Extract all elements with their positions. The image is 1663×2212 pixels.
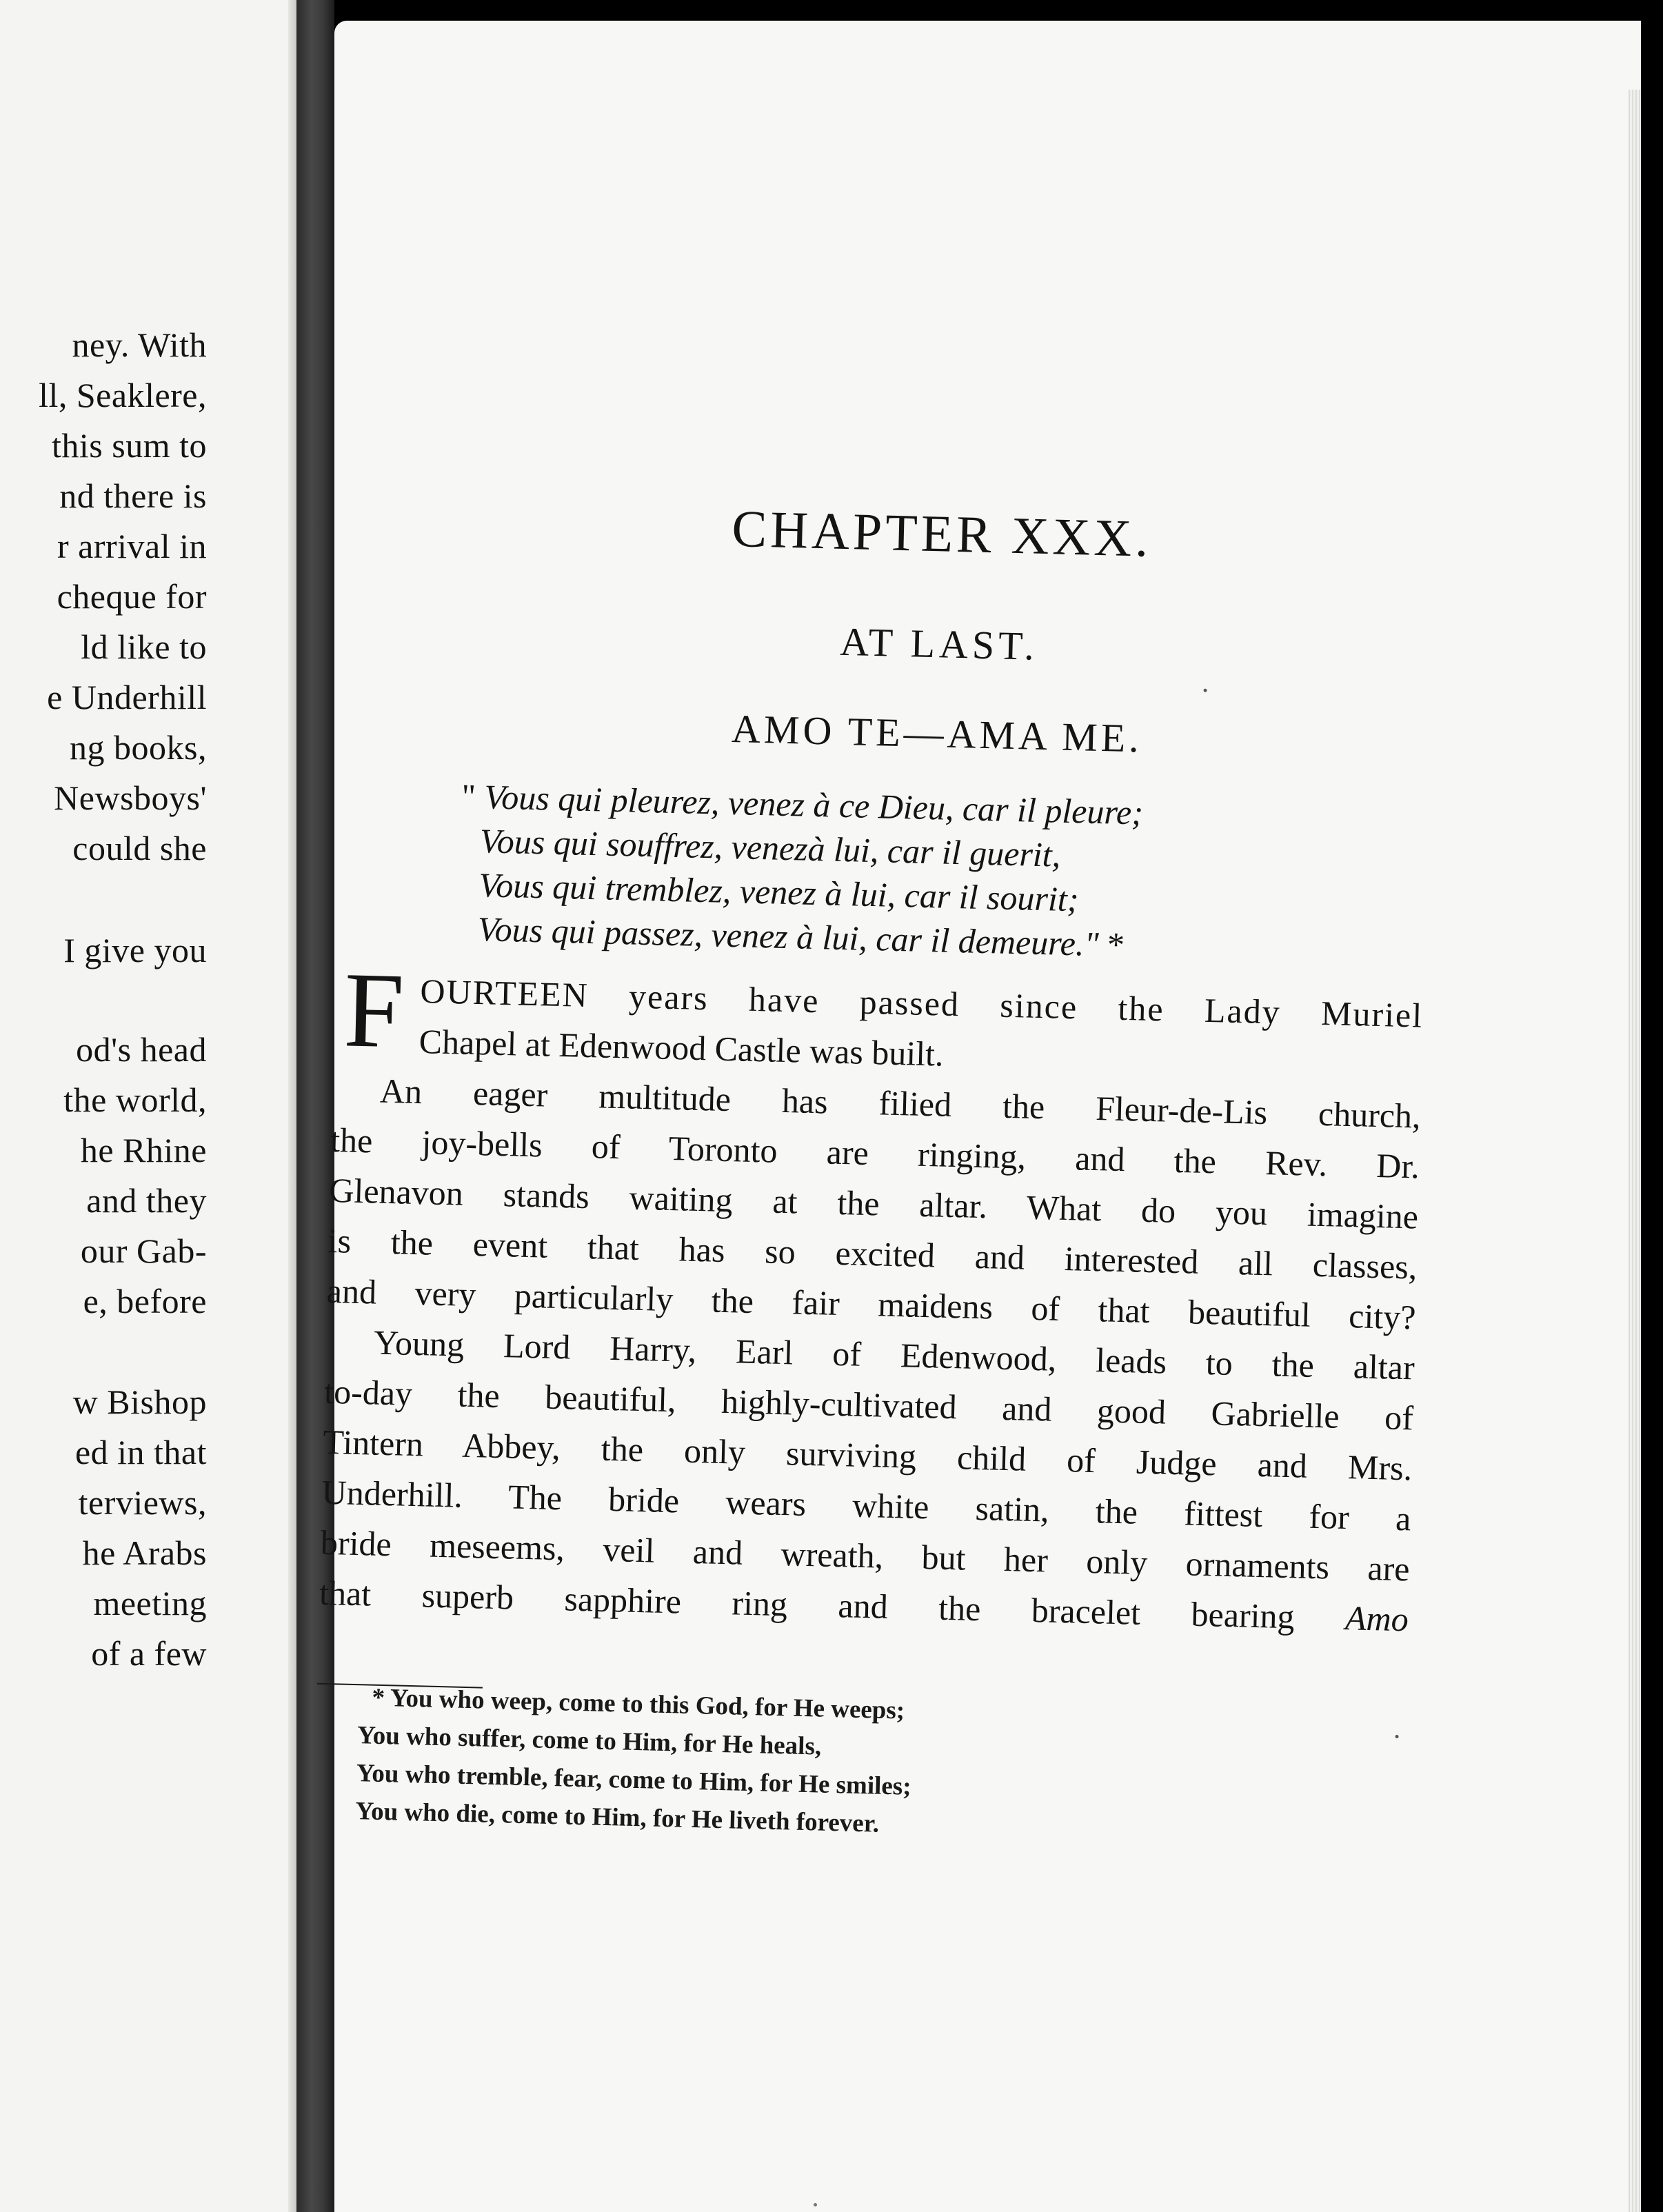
footnote-line: You who die, come to Him, for He liveth forever.: [355, 1797, 880, 1838]
scan-speck: [814, 2203, 817, 2206]
epigraph-line: Vous qui souffrez, venezà lui, car il guerit,: [479, 821, 1061, 874]
body-line: Underhill. The bride wears white satin, the fittest for a: [321, 1472, 1412, 1538]
left-page-line: terviews,: [78, 1483, 207, 1522]
left-page-line: and they: [86, 1181, 207, 1220]
left-page-line: I give you: [63, 931, 207, 969]
left-page-line: ld like to: [81, 627, 207, 666]
footnote-line: You who suffer, come to Him, for He heals,: [356, 1721, 822, 1761]
left-page-line: meeting: [93, 1584, 207, 1622]
chapter-heading: CHAPTER XXX.: [731, 499, 1153, 568]
body-line: bride meseems, veil and wreath, but her only ornaments are: [320, 1522, 1411, 1589]
body-line: OURTEEN years have passed since the Lady Muriel: [419, 972, 1424, 1035]
body-line: Young Lord Harry, Earl of Edenwood, leads to the altar: [373, 1323, 1415, 1387]
paper-speck: [1395, 1735, 1399, 1738]
left-page-line: he Rhine: [80, 1131, 207, 1169]
left-page-line: nd there is: [59, 476, 207, 515]
body-line: An eager multitude has filied the Fleur-de-Lis church,: [379, 1071, 1422, 1136]
drop-cap: F: [342, 949, 405, 1071]
left-page-line: this sum to: [52, 426, 207, 465]
epigraph-text: Vous qui passez, venez à lui, car il demeure.": [477, 909, 1100, 964]
left-page-line: od's head: [76, 1030, 207, 1069]
paper-speck: [1204, 689, 1207, 692]
left-page-line: could she: [72, 829, 207, 867]
chapter-title: AT LAST.: [839, 619, 1039, 669]
left-page-line: he Arabs: [82, 1534, 207, 1572]
footnote-line: * You who weep, come to this God, for He weeps;: [372, 1683, 905, 1725]
left-page-edge: [288, 0, 296, 2212]
epigraph-line: Vous qui tremblez, venez à lui, car il sourit;: [478, 865, 1080, 919]
footnote-line: You who tremble, fear, come to Him, for He smiles;: [356, 1759, 912, 1801]
opening-quote: ": [461, 776, 476, 816]
epigraph-text: Vous qui pleurez, venez à ce Dieu, car il pleure;: [483, 777, 1144, 832]
left-page-line: cheque for: [57, 577, 207, 616]
left-page-line: e, before: [83, 1282, 207, 1320]
chapter-subtitle: AMO TE—AMA ME.: [731, 705, 1143, 761]
left-page-line: our Gab-: [80, 1231, 207, 1270]
body-line: Chapel at Edenwood Castle was built.: [419, 1022, 945, 1074]
left-page-line: w Bishop: [72, 1382, 207, 1421]
body-line: to-day the beautiful, highly-cultivated and good Gabrielle of: [323, 1371, 1414, 1438]
left-page-line: e Underhill: [47, 678, 207, 716]
epigraph: [458, 774, 1289, 970]
body-line: and very particularly the fair maidens of that beautiful city?: [326, 1271, 1417, 1337]
left-page-line: ll, Seaklere,: [39, 376, 207, 414]
left-facing-page: [0, 0, 296, 2212]
body-line-text: that superb sapphire ring and the bracelet bearing: [319, 1573, 1296, 1636]
footnote-marker: *: [1107, 925, 1125, 964]
body-line-italic: Amo: [1344, 1598, 1409, 1639]
body-line: Tintern Abbey, the only surviving child of Judge and Mrs.: [322, 1422, 1413, 1488]
left-page-line: the world,: [63, 1080, 207, 1119]
body-line: is the event that has so excited and interested all classes,: [327, 1220, 1418, 1287]
left-page-line: ed in that: [74, 1433, 207, 1471]
body-line: Glenavon stands waiting at the altar. What do you imagine: [328, 1170, 1419, 1236]
footnotes: [355, 1678, 1117, 1849]
right-page: [319, 21, 1641, 2212]
body-line: the joy-bells of Toronto are ringing, and the Rev. Dr.: [330, 1120, 1420, 1186]
left-page-line: of a few: [91, 1634, 207, 1673]
left-page-line: ney. With: [72, 325, 207, 364]
left-page-line: ng books,: [70, 728, 207, 767]
left-page-line: Newsboys': [54, 778, 207, 817]
page-content: [305, 6, 1663, 2212]
left-page-line: r arrival in: [57, 527, 207, 565]
